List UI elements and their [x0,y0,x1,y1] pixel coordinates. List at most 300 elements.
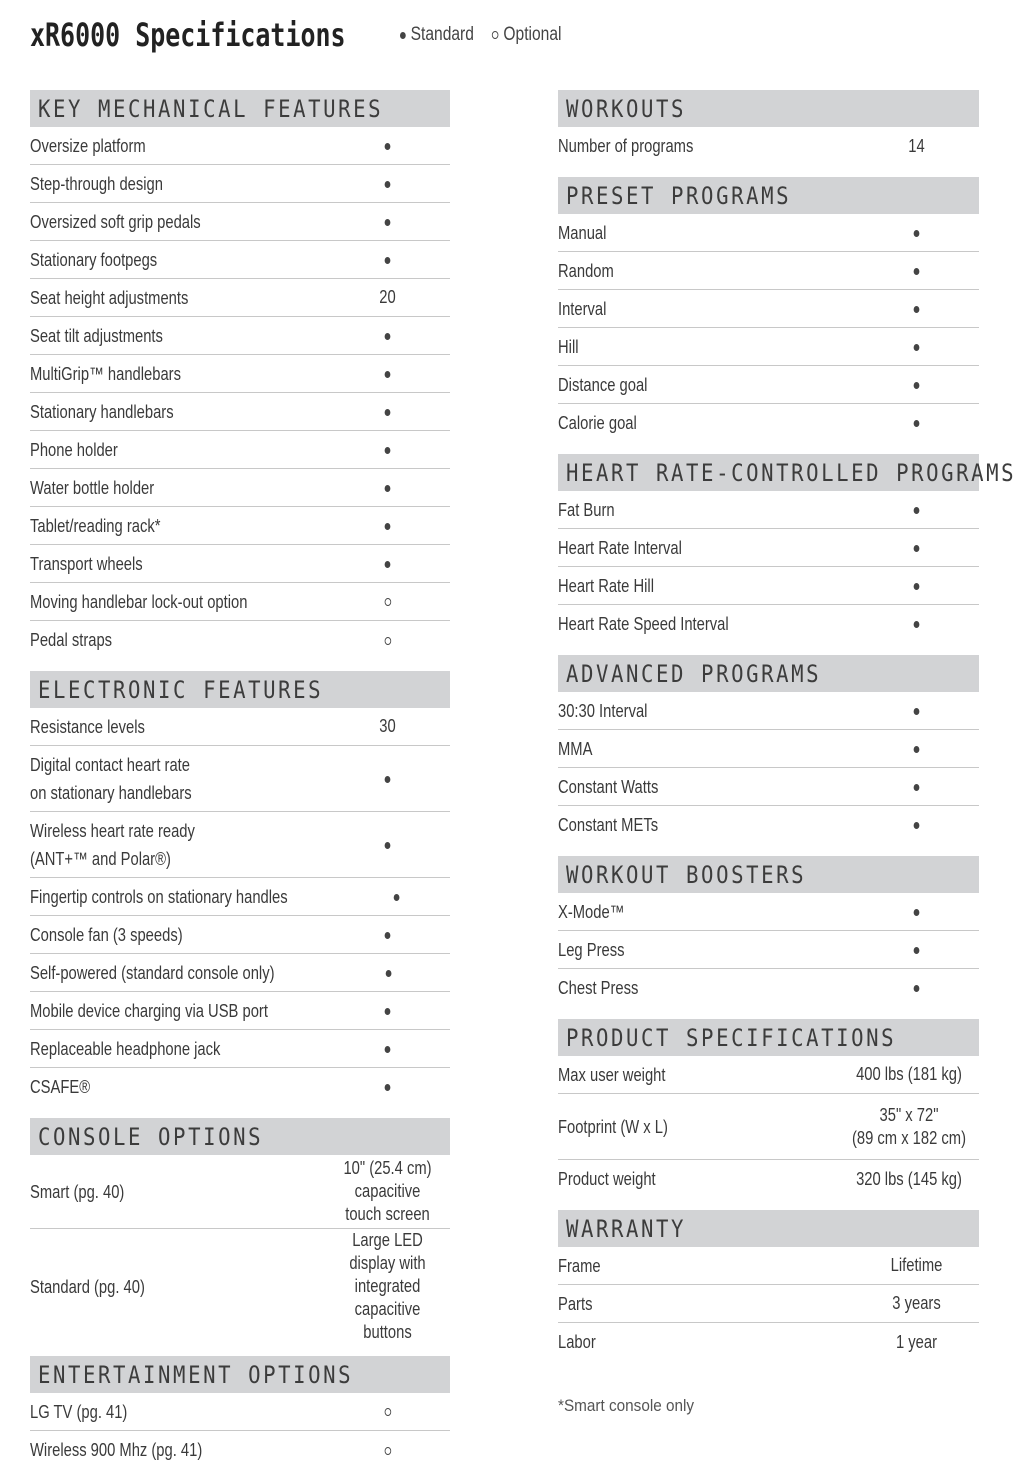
standard-dot-icon [386,970,392,977]
standard-dot-icon [385,1046,391,1053]
section-heading-text: WORKOUT BOOSTERS [566,860,807,889]
legend-standard-label: Standard [410,24,474,45]
spec-value [336,172,439,195]
spec-value [865,814,968,837]
spec-label-line: Smart (pg. 40) [30,1181,125,1202]
spec-label-line: Console fan (3 speeds) [30,924,183,945]
section-advanced-programs [558,655,979,844]
spec-label-line: Oversized soft grip pedals [30,211,201,232]
spec-row [558,529,979,567]
spec-label-line: 30:30 Interval [558,700,648,721]
spec-row [558,491,979,529]
standard-dot-icon [385,523,391,530]
spec-label [558,1061,788,1089]
spec-value [336,1037,439,1060]
standard-dot-icon [385,485,391,492]
spec-label [30,512,272,540]
spec-label [558,534,801,562]
spec-label-line: Distance goal [558,374,648,395]
spec-value [865,737,968,760]
spec-row [558,806,979,844]
spec-label [558,936,801,964]
spec-row [558,768,979,806]
spec-label-line: Wireless 900 Mhz (pg. 41) [30,1440,203,1460]
spec-row [558,969,979,1007]
standard-dot-icon [914,420,920,427]
legend-optional [492,24,562,46]
section-workouts [558,90,979,165]
spec-label-line: Tablet/reading rack* [30,515,161,536]
section-heading-text: WARRANTY [566,1214,687,1243]
standard-dot-icon [914,545,920,552]
spec-value [865,699,968,722]
spec-label-line: Heart Rate Speed Interval [558,614,729,634]
section-console-options [30,1118,450,1344]
spec-value [865,1331,968,1354]
standard-dot-icon [385,932,391,939]
section-preset-programs [558,177,979,442]
spec-label-line: X-Mode™ [558,901,625,922]
spec-value-text: 10" (25.4 cm) capacitive touch screen [343,1158,432,1224]
spec-value [865,977,968,1000]
spec-label [30,1273,272,1301]
spec-row [30,507,450,545]
spec-row [558,567,979,605]
spec-row [30,812,450,878]
spec-label [30,1178,272,1206]
spec-label-line: Stationary footpegs [30,249,158,270]
spec-row [30,127,450,165]
spec-row [558,214,979,252]
spec-label [558,132,801,160]
spec-row [558,404,979,442]
standard-dot-icon [385,447,391,454]
spec-label-line: Self-powered (standard console only) [30,962,275,983]
spec-row [30,431,450,469]
footnote: *Smart console only [558,1396,695,1415]
spec-row [30,1393,450,1431]
spec-row [30,355,450,393]
section-key-mechanical-features [30,90,450,659]
spec-label-line: Random [558,260,614,281]
spec-label [558,371,801,399]
spec-value [336,400,439,423]
spec-value [865,373,968,396]
page-title: xR6000 Specifications [30,16,346,54]
spec-label-line: Parts [558,1293,593,1314]
spec-label [558,610,801,638]
page-header [30,10,597,60]
spec-value-text-2: (89 cm x 182 cm) [851,1127,967,1148]
spec-label-line: Resistance levels [30,716,145,737]
standard-dot-icon [914,507,920,514]
section-heading [558,177,979,214]
standard-dot-icon [385,561,391,568]
spec-row [558,605,979,643]
standard-dot-icon [385,842,391,849]
spec-label [30,713,272,741]
optional-ring-icon [384,1447,391,1455]
spec-row [30,393,450,431]
spec-value [865,775,968,798]
spec-label-line: Step-through design [30,173,163,194]
spec-row [558,1094,979,1160]
section-workout-boosters [558,856,979,1007]
spec-value [336,552,439,575]
spec-label [558,697,801,725]
spec-row [30,241,450,279]
spec-value [865,498,968,521]
spec-row [30,954,450,992]
spec-label [558,333,801,361]
spec-label [30,883,288,911]
section-heading [30,671,450,708]
section-heading [558,1210,979,1247]
spec-row [558,328,979,366]
spec-row [30,1030,450,1068]
spec-value-text: 20 [379,287,396,307]
section-heading-text: WORKOUTS [566,94,687,123]
standard-dot-icon [385,1084,391,1091]
spec-value-text: 3 years [892,1293,941,1313]
standard-dot-icon [914,822,920,829]
spec-value [336,1076,439,1099]
spec-value-text: Lifetime [890,1255,943,1275]
spec-row [30,992,450,1030]
standard-dot-icon [914,268,920,275]
spec-label [30,550,272,578]
spec-label-line: CSAFE® [30,1077,91,1097]
spec-value [336,1400,439,1423]
spec-label-line: Interval [558,298,607,319]
spec-value [865,135,968,158]
spec-label [30,322,272,350]
section-heading [558,1019,979,1056]
standard-dot-icon [385,333,391,340]
spec-row [30,545,450,583]
section-heading-text: KEY MECHANICAL FEATURES [38,94,384,123]
spec-row [558,1160,979,1198]
spec-row [558,252,979,290]
spec-value [354,885,441,908]
legend [400,24,561,46]
spec-label-line: Stationary handlebars [30,401,174,422]
spec-value-text: 14 [908,135,925,156]
spec-row [30,279,450,317]
section-product-specifications [558,1019,979,1198]
spec-value [336,767,439,790]
standard-dot-icon [385,181,391,188]
spec-value [336,590,439,613]
spec-label-line: Fingertip controls on stationary handles [30,886,288,907]
spec-label [558,257,801,285]
spec-row [30,469,450,507]
spec-label-line: Hill [558,336,579,357]
spec-row [30,878,450,916]
spec-label [30,1436,272,1464]
spec-value-text: 400 lbs (181 kg) [856,1064,962,1084]
spec-label-line: Manual [558,222,607,243]
spec-value [865,259,968,282]
spec-row [558,893,979,931]
spec-label-line: Mobile device charging via USB port [30,1000,268,1021]
standard-dot-icon [914,746,920,753]
spec-label [30,751,272,807]
spec-label-line: Footprint (W x L) [558,1116,668,1137]
spec-value [865,1292,968,1315]
optional-ring-icon [384,1408,391,1416]
spec-row [558,931,979,969]
spec-row [30,317,450,355]
spec-value [336,999,439,1022]
section-heart-rate-controlled-programs [558,454,1016,643]
spec-label [558,1113,788,1141]
legend-standard [400,24,474,46]
spec-value [336,715,439,738]
spec-label [30,817,272,873]
standard-dot-icon [394,894,400,901]
spec-label-line: Moving handlebar lock-out option [30,591,248,612]
spec-value [865,574,968,597]
spec-label-line: Replaceable headphone jack [30,1038,221,1059]
optional-ring-icon [384,598,391,606]
spec-label [30,132,272,160]
spec-label [558,1328,801,1356]
legend-optional-label: Optional [503,24,562,45]
spec-value [865,412,968,435]
spec-label [30,284,272,312]
spec-value [336,923,439,946]
spec-value-text: Large LED display with integrated capacitive buttons [349,1230,426,1342]
spec-label [558,1252,801,1280]
spec-row [30,746,450,812]
standard-dot-icon [914,382,920,389]
spec-label [558,898,801,926]
spec-label [30,626,272,654]
spec-label [30,170,272,198]
spec-label-line: Labor [558,1332,596,1352]
spec-row [558,1285,979,1323]
spec-value [336,248,439,271]
spec-value [339,961,439,984]
spec-row [558,1056,979,1094]
standard-dot-icon [914,784,920,791]
spec-row [30,708,450,746]
spec-row [558,692,979,730]
standard-dot-icon [385,257,391,264]
spec-value-text: 30 [379,716,396,736]
spec-value [336,833,439,856]
spec-label [558,974,801,1002]
spec-label-line: MMA [558,738,593,759]
spec-value [336,629,439,652]
spec-label-line: LG TV (pg. 41) [30,1401,128,1422]
standard-dot-icon [385,409,391,416]
spec-value [336,286,439,309]
spec-label-line: Constant METs [558,815,659,835]
spec-label [30,246,272,274]
spec-row [30,1068,450,1106]
spec-label [30,474,272,502]
standard-dot-icon [385,776,391,783]
spec-row [30,583,450,621]
spec-value [865,536,968,559]
spec-label [558,811,801,839]
standard-dot-icon [914,708,920,715]
spec-label-line: MultiGrip™ handlebars [30,363,181,384]
filled-dot-icon [400,32,406,39]
spec-label [558,773,801,801]
spec-row [558,366,979,404]
spec-label-line: Chest Press [558,978,639,998]
spec-label [558,735,801,763]
standard-dot-icon [914,621,920,628]
spec-label-line: Digital contact heart rate [30,754,190,775]
spec-value [865,297,968,320]
spec-value [865,1254,968,1277]
spec-label [30,921,272,949]
section-heading-text: HEART RATE-CONTROLLED PROGRAMS [566,458,1016,487]
spec-label [558,219,801,247]
spec-label-line-2: (ANT+™ and Polar®) [30,848,171,869]
standard-dot-icon [914,230,920,237]
spec-row [30,203,450,241]
spec-label-line: Water bottle holder [30,477,155,498]
section-heading [30,1118,450,1155]
spec-value-text: 320 lbs (145 kg) [856,1168,962,1189]
spec-label [30,360,272,388]
spec-label [30,436,272,464]
spec-label [30,588,272,616]
standard-dot-icon [385,143,391,150]
section-heading-text: PRODUCT SPECIFICATIONS [566,1023,897,1052]
spec-label [30,997,272,1025]
spec-label [558,1290,801,1318]
standard-dot-icon [914,947,920,954]
spec-label [30,1398,272,1426]
spec-value [865,938,968,961]
spec-value [852,1063,967,1086]
standard-dot-icon [385,219,391,226]
spec-label-line: Standard (pg. 40) [30,1276,145,1297]
spec-label-line: Product weight [558,1169,656,1189]
spec-label-line: Wireless heart rate ready [30,820,195,841]
spec-label-line: Heart Rate Interval [558,537,682,558]
spec-value [336,514,439,537]
section-entertainment-options [30,1356,450,1469]
section-heading [558,655,979,692]
spec-label-line: Calorie goal [558,413,637,433]
spec-label-line: Transport wheels [30,553,143,574]
left-column [30,90,450,1481]
spec-label-line-2: on stationary handlebars [30,782,192,803]
spec-row [558,290,979,328]
spec-row [30,1155,450,1229]
spec-row [558,730,979,768]
standard-dot-icon [914,344,920,351]
spec-label [30,1073,272,1101]
section-heading-text: ELECTRONIC FEATURES [38,675,324,704]
standard-dot-icon [914,306,920,313]
section-electronic-features [30,671,450,1106]
spec-value [865,335,968,358]
spec-value-text: 1 year [895,1331,938,1352]
section-warranty [558,1210,979,1361]
optional-ring-icon [384,637,391,645]
spec-value [336,210,439,233]
spec-row [30,1229,450,1344]
standard-dot-icon [914,985,920,992]
section-heading-text: ADVANCED PROGRAMS [566,659,822,688]
hollow-dot-icon [492,31,499,39]
spec-row [30,1431,450,1469]
section-heading-text: CONSOLE OPTIONS [38,1122,264,1151]
spec-label-line: Seat tilt adjustments [30,325,163,346]
spec-value [336,1439,439,1462]
spec-label [30,959,275,987]
spec-row [30,621,450,659]
spec-label-line: Number of programs [558,136,694,156]
spec-value [336,362,439,385]
spec-value [865,613,968,636]
spec-value [865,221,968,244]
spec-value [336,1229,439,1344]
standard-dot-icon [385,371,391,378]
spec-value-text: 35" x 72" [879,1104,939,1125]
spec-value [852,1104,967,1150]
spec-value [336,1157,439,1226]
spec-label [558,409,801,437]
spec-label [30,1035,272,1063]
standard-dot-icon [385,1008,391,1015]
spec-value [336,324,439,347]
spec-label-line: Phone holder [30,439,118,460]
spec-label [30,208,272,236]
spec-label [30,398,272,426]
standard-dot-icon [914,583,920,590]
spec-row [558,127,979,165]
spec-row [558,1247,979,1285]
spec-label-line: Fat Burn [558,499,615,520]
section-heading-text: ENTERTAINMENT OPTIONS [38,1360,354,1389]
spec-label-line: Constant Watts [558,776,659,797]
spec-label-line: Frame [558,1255,601,1276]
spec-label-line: Max user weight [558,1064,666,1085]
spec-value [336,134,439,157]
spec-label [558,572,801,600]
spec-label [558,1165,788,1193]
spec-label-line: Oversize platform [30,135,146,156]
spec-row [30,916,450,954]
section-heading-text: PRESET PROGRAMS [566,181,792,210]
section-heading [558,454,1016,491]
spec-row [558,1323,979,1361]
section-heading [558,90,979,127]
spec-row [30,165,450,203]
right-column [558,90,1016,1373]
spec-value [336,438,439,461]
spec-value [852,1168,967,1191]
spec-label-line: Seat height adjustments [30,287,189,308]
standard-dot-icon [914,909,920,916]
spec-label-line: Pedal straps [30,630,113,650]
section-heading [30,90,450,127]
spec-value [336,476,439,499]
spec-label-line: Leg Press [558,939,625,960]
spec-value [865,900,968,923]
section-heading [558,856,979,893]
spec-label-line: Heart Rate Hill [558,575,654,596]
